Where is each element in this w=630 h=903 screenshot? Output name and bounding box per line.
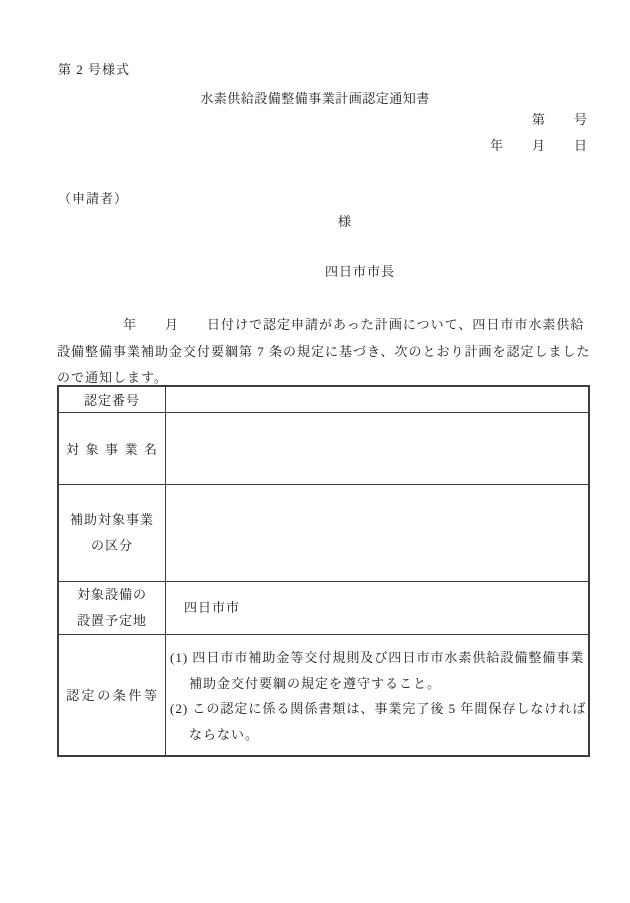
condition-item-1: (1) 四日市市補助金等交付規則及び四日市市水素供給設備整備事業 — [170, 650, 585, 666]
target-business-name-label-text: 対 象 事 業 名 — [66, 441, 158, 457]
row-installation-site — [58, 581, 589, 634]
subsidy-category-label-line2: の区分 — [90, 537, 133, 553]
certification-conditions-label — [58, 634, 166, 756]
body-paragraph-line: ので通知します。 — [57, 370, 168, 385]
target-business-name-value — [166, 412, 590, 484]
certification-table — [57, 385, 590, 757]
installation-site-label-line2: 設置予定地 — [76, 612, 147, 628]
installation-site-value — [166, 581, 590, 634]
condition-item-1-continuation: 補助金交付要綱の規定を遵守すること。 — [189, 675, 442, 691]
row-subsidy-category — [58, 484, 589, 581]
document-title: 水素供給設備整備事業計画認定通知書 — [200, 91, 430, 106]
date-line: 年 月 日 — [489, 138, 588, 153]
subsidy-category-value — [166, 484, 590, 581]
body-paragraph-line: 設備整備事業補助金交付要綱第 7 条の規定に基づき、次のとおり計画を認定しました — [57, 343, 591, 359]
body-paragraph — [57, 312, 592, 392]
condition-item-2: (2) この認定に係る関係書類は、事業完了後 5 年間保存しなければ — [170, 701, 587, 717]
installation-site-value-text: 四日市市 — [184, 599, 241, 615]
body-paragraph-line: 年 月 日付けで認定申請があった計画について、四日市市水素供給 — [123, 317, 585, 332]
target-business-name-label — [58, 412, 166, 484]
row-certification-conditions — [58, 634, 589, 756]
applicant-label: （申請者） — [58, 191, 129, 206]
condition-item-2-continuation: ならない。 — [189, 726, 260, 742]
row-certification-number — [58, 386, 589, 412]
subsidy-category-label-line1: 補助対象事業 — [69, 511, 154, 527]
subsidy-category-label — [58, 484, 166, 581]
installation-site-label-line1: 対象設備の — [76, 586, 147, 602]
installation-site-label — [58, 581, 166, 634]
row-target-business-name — [58, 412, 589, 484]
form-number: 第 2 号様式 — [58, 62, 131, 77]
certification-number-label: 認定番号 — [58, 386, 166, 412]
honorific-sama: 様 — [338, 214, 353, 229]
document-number-line: 第 号 — [531, 112, 588, 127]
certification-conditions-value — [166, 634, 590, 756]
issuer-name: 四日市市長 — [325, 264, 396, 279]
certification-conditions-label-text: 認 定 の 条 件 等 — [66, 688, 158, 704]
conditions-list — [166, 642, 588, 747]
certification-number-value — [166, 386, 590, 412]
